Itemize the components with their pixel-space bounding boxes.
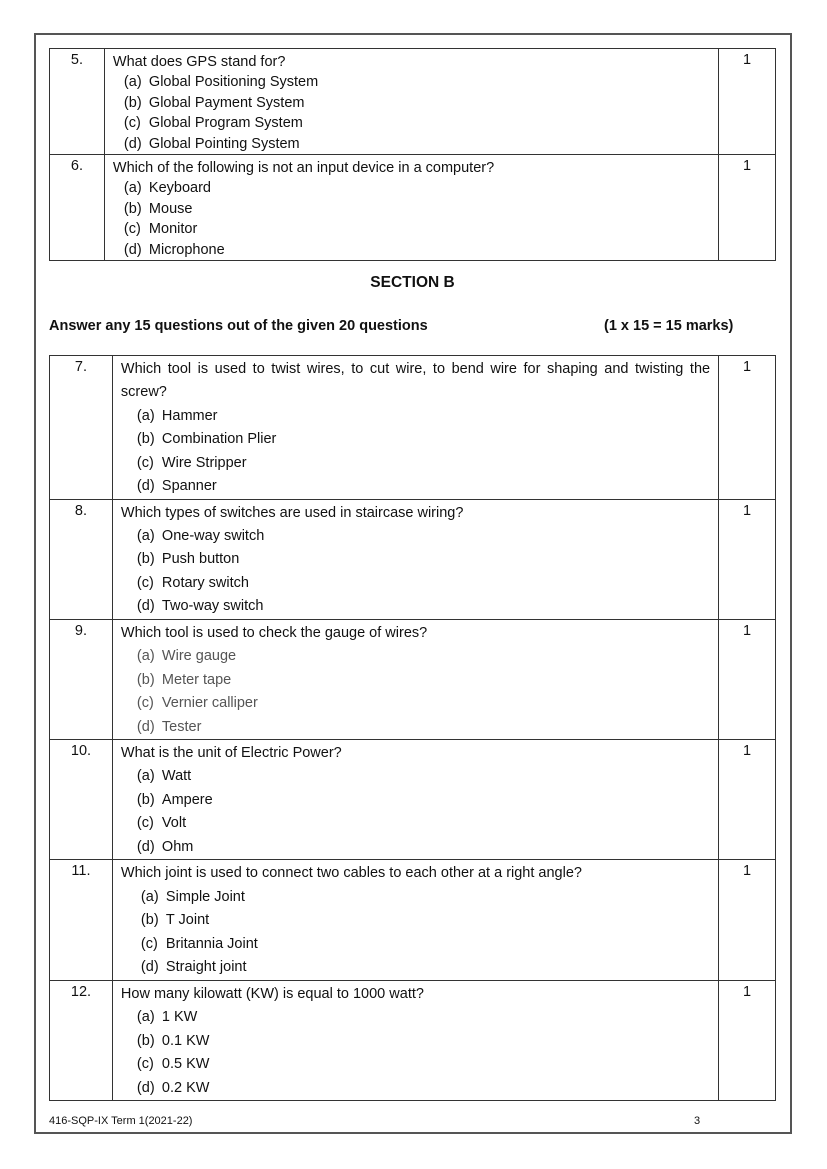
answer-option <box>137 812 718 836</box>
answer-option <box>137 1077 718 1101</box>
answer-option <box>124 240 718 260</box>
option-label: (a) <box>123 180 142 197</box>
answer-option <box>124 219 718 239</box>
option-label: (c) <box>136 815 154 832</box>
question-number: 8. <box>50 499 113 619</box>
footer-paper-code: 416-SQP-IX Term 1(2021-22) <box>49 1115 193 1127</box>
option-text: Two-way switch <box>161 598 264 615</box>
answer-option <box>124 72 718 92</box>
option-label: (d) <box>136 598 155 615</box>
question-row <box>50 740 776 860</box>
answer-option <box>141 956 718 980</box>
option-text: Volt <box>161 815 187 832</box>
option-label: (b) <box>136 431 155 448</box>
question-number: 11. <box>50 860 113 980</box>
question-row <box>50 980 776 1100</box>
option-label: (d) <box>140 959 159 976</box>
option-label: (a) <box>136 768 155 785</box>
answer-option <box>124 93 718 113</box>
option-text: 1 KW <box>161 1009 198 1026</box>
option-text: Vernier calliper <box>161 695 258 712</box>
option-text: Rotary switch <box>161 574 249 591</box>
section-marks-note: (1 x 15 = 15 marks) <box>604 318 734 334</box>
option-text: Push button <box>161 551 240 568</box>
question-text: Which tool is used to check the gauge of wires? <box>120 624 428 641</box>
option-label: (c) <box>123 115 141 132</box>
option-text: Simple Joint <box>165 888 245 905</box>
option-label: (d) <box>136 478 155 495</box>
option-text: Britannia Joint <box>165 935 258 952</box>
question-marks: 1 <box>719 740 776 860</box>
section-instruction: Answer any 15 questions out of the given 20 questions <box>49 318 428 334</box>
option-label: (d) <box>136 838 155 855</box>
option-text: 0.5 KW <box>161 1056 210 1073</box>
question-text: What does GPS stand for? <box>112 54 286 70</box>
option-text: Watt <box>161 768 192 785</box>
option-text: 0.2 KW <box>161 1079 210 1096</box>
option-label: (c) <box>136 1056 154 1073</box>
answer-option <box>137 692 718 716</box>
question-body <box>104 155 718 261</box>
option-text: 0.1 KW <box>161 1032 210 1049</box>
option-text: Combination Plier <box>161 431 277 448</box>
option-label: (b) <box>136 1032 155 1049</box>
option-text: Spanner <box>161 478 217 495</box>
option-text: Global Pointing System <box>148 135 300 152</box>
answer-option <box>137 475 718 499</box>
question-row <box>50 860 776 980</box>
question-marks: 1 <box>719 499 776 619</box>
option-text: T Joint <box>165 912 210 929</box>
question-number: 12. <box>50 980 113 1100</box>
question-text: Which tool is used to twist wires, to cut wire, to bend wire for shaping and twisting the screw? <box>120 361 711 401</box>
answer-option <box>141 909 718 933</box>
option-text: Meter tape <box>161 671 232 688</box>
answer-option <box>124 134 718 154</box>
option-text: Microphone <box>148 241 225 258</box>
question-marks: 1 <box>719 619 776 739</box>
option-label: (c) <box>136 574 154 591</box>
answer-option <box>137 1053 718 1077</box>
question-number: 10. <box>50 740 113 860</box>
question-text: What is the unit of Electric Power? <box>120 745 342 762</box>
section-title: SECTION B <box>370 274 455 291</box>
question-row <box>50 499 776 619</box>
question-body <box>112 356 718 500</box>
answer-option <box>137 1030 718 1054</box>
question-marks: 1 <box>719 49 776 155</box>
option-label: (c) <box>140 935 158 952</box>
answer-option <box>137 1006 718 1030</box>
question-marks: 1 <box>719 860 776 980</box>
question-body <box>112 860 718 980</box>
option-text: Mouse <box>148 200 193 217</box>
question-number: 6. <box>50 155 105 261</box>
option-text: Global Payment System <box>148 94 305 111</box>
option-label: (b) <box>123 94 142 111</box>
question-marks: 1 <box>719 980 776 1100</box>
answer-option <box>137 716 718 740</box>
answer-option <box>124 199 718 219</box>
question-body <box>112 499 718 619</box>
answer-option <box>137 765 718 789</box>
question-body <box>112 619 718 739</box>
answer-option <box>137 428 718 452</box>
question-text: Which of the following is not an input device in a computer? <box>112 160 495 177</box>
option-text: Hammer <box>161 407 218 424</box>
option-text: Wire gauge <box>161 648 237 665</box>
option-text: Straight joint <box>165 959 247 976</box>
option-text: Ampere <box>161 791 213 808</box>
option-label: (a) <box>136 648 155 665</box>
answer-option <box>137 525 718 549</box>
section-b-question-table <box>49 355 776 1101</box>
question-marks: 1 <box>719 155 776 261</box>
question-text: Which types of switches are used in staircase wiring? <box>120 504 464 521</box>
option-text: Keyboard <box>148 180 211 197</box>
option-text: One-way switch <box>161 527 265 544</box>
question-body <box>112 740 718 860</box>
answer-option <box>137 595 718 619</box>
answer-option <box>124 178 718 198</box>
option-label: (a) <box>136 1009 155 1026</box>
answer-option <box>141 933 718 957</box>
answer-option <box>137 789 718 813</box>
question-body <box>104 49 718 155</box>
section-a-question-table <box>49 48 776 261</box>
option-text: Global Positioning System <box>148 74 319 91</box>
option-text: Ohm <box>161 838 194 855</box>
option-label: (d) <box>123 241 142 258</box>
answer-option <box>137 645 718 669</box>
option-text: Tester <box>161 718 202 735</box>
question-body <box>112 980 718 1100</box>
option-label: (b) <box>140 912 159 929</box>
question-number: 9. <box>50 619 113 739</box>
option-label: (a) <box>136 407 155 424</box>
option-label: (b) <box>136 551 155 568</box>
answer-option <box>141 886 718 910</box>
question-text: How many kilowatt (KW) is equal to 1000 watt? <box>120 985 424 1002</box>
option-label: (c) <box>123 221 141 238</box>
answer-option <box>137 548 718 572</box>
option-label: (d) <box>136 718 155 735</box>
option-label: (a) <box>136 527 155 544</box>
question-text: Which joint is used to connect two cables to each other at a right angle? <box>120 865 582 882</box>
question-row <box>50 49 776 155</box>
answer-option <box>137 669 718 693</box>
question-marks: 1 <box>719 356 776 500</box>
option-label: (d) <box>123 135 142 152</box>
option-label: (b) <box>136 791 155 808</box>
question-row <box>50 356 776 500</box>
question-row <box>50 619 776 739</box>
option-text: Wire Stripper <box>161 454 247 471</box>
answer-option <box>137 452 718 476</box>
answer-option <box>137 405 718 429</box>
option-label: (b) <box>123 200 142 217</box>
option-text: Monitor <box>148 221 198 238</box>
option-label: (b) <box>136 671 155 688</box>
option-label: (c) <box>136 454 154 471</box>
question-number: 7. <box>50 356 113 500</box>
answer-option <box>124 113 718 133</box>
option-label: (a) <box>140 888 159 905</box>
footer-page-number: 3 <box>694 1115 701 1127</box>
option-label: (a) <box>123 74 142 91</box>
option-text: Global Program System <box>148 115 303 132</box>
question-number: 5. <box>50 49 105 155</box>
answer-option <box>137 836 718 860</box>
question-row <box>50 155 776 261</box>
answer-option <box>137 572 718 596</box>
option-label: (d) <box>136 1079 155 1096</box>
option-label: (c) <box>136 695 154 712</box>
